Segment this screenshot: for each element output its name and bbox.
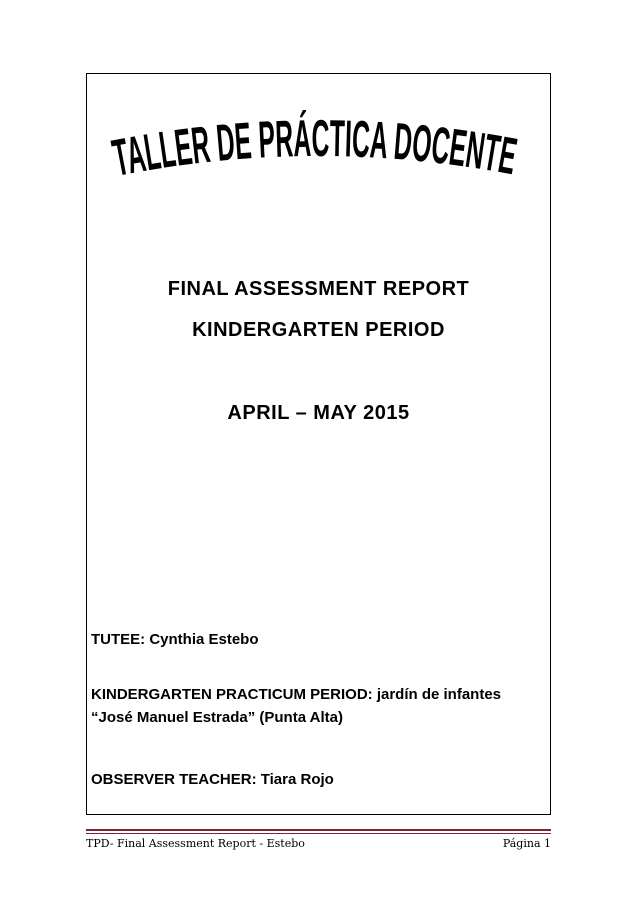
report-dates: APRIL – MAY 2015 [227, 402, 410, 424]
page-number: Página 1 [502, 837, 551, 850]
report-period: KINDERGARTEN PERIOD [192, 319, 445, 341]
practicum-line-1: KINDERGARTEN PRACTICUM PERIOD: jardín de infantes [91, 686, 502, 703]
report-title: FINAL ASSESSMENT REPORT [167, 278, 470, 300]
footer-title: TPD- Final Assessment Report - Estebo [86, 837, 305, 850]
practicum-line-2: “José Manuel Estrada” (Punta Alta) [91, 709, 343, 726]
title-banner-art [87, 96, 550, 206]
observer-line: OBSERVER TEACHER: Tiara Rojo [91, 771, 334, 788]
practicum-block [91, 683, 501, 729]
footer-rule-thin [86, 833, 551, 834]
footer-rule [86, 829, 551, 831]
tutee-line: TUTEE: Cynthia Estebo [91, 631, 259, 648]
page-footer [86, 837, 551, 850]
title-banner-text: TALLER DE PRÁCTICA DOCENTE [108, 108, 539, 189]
title-banner [87, 96, 550, 206]
cover-frame [86, 73, 551, 815]
